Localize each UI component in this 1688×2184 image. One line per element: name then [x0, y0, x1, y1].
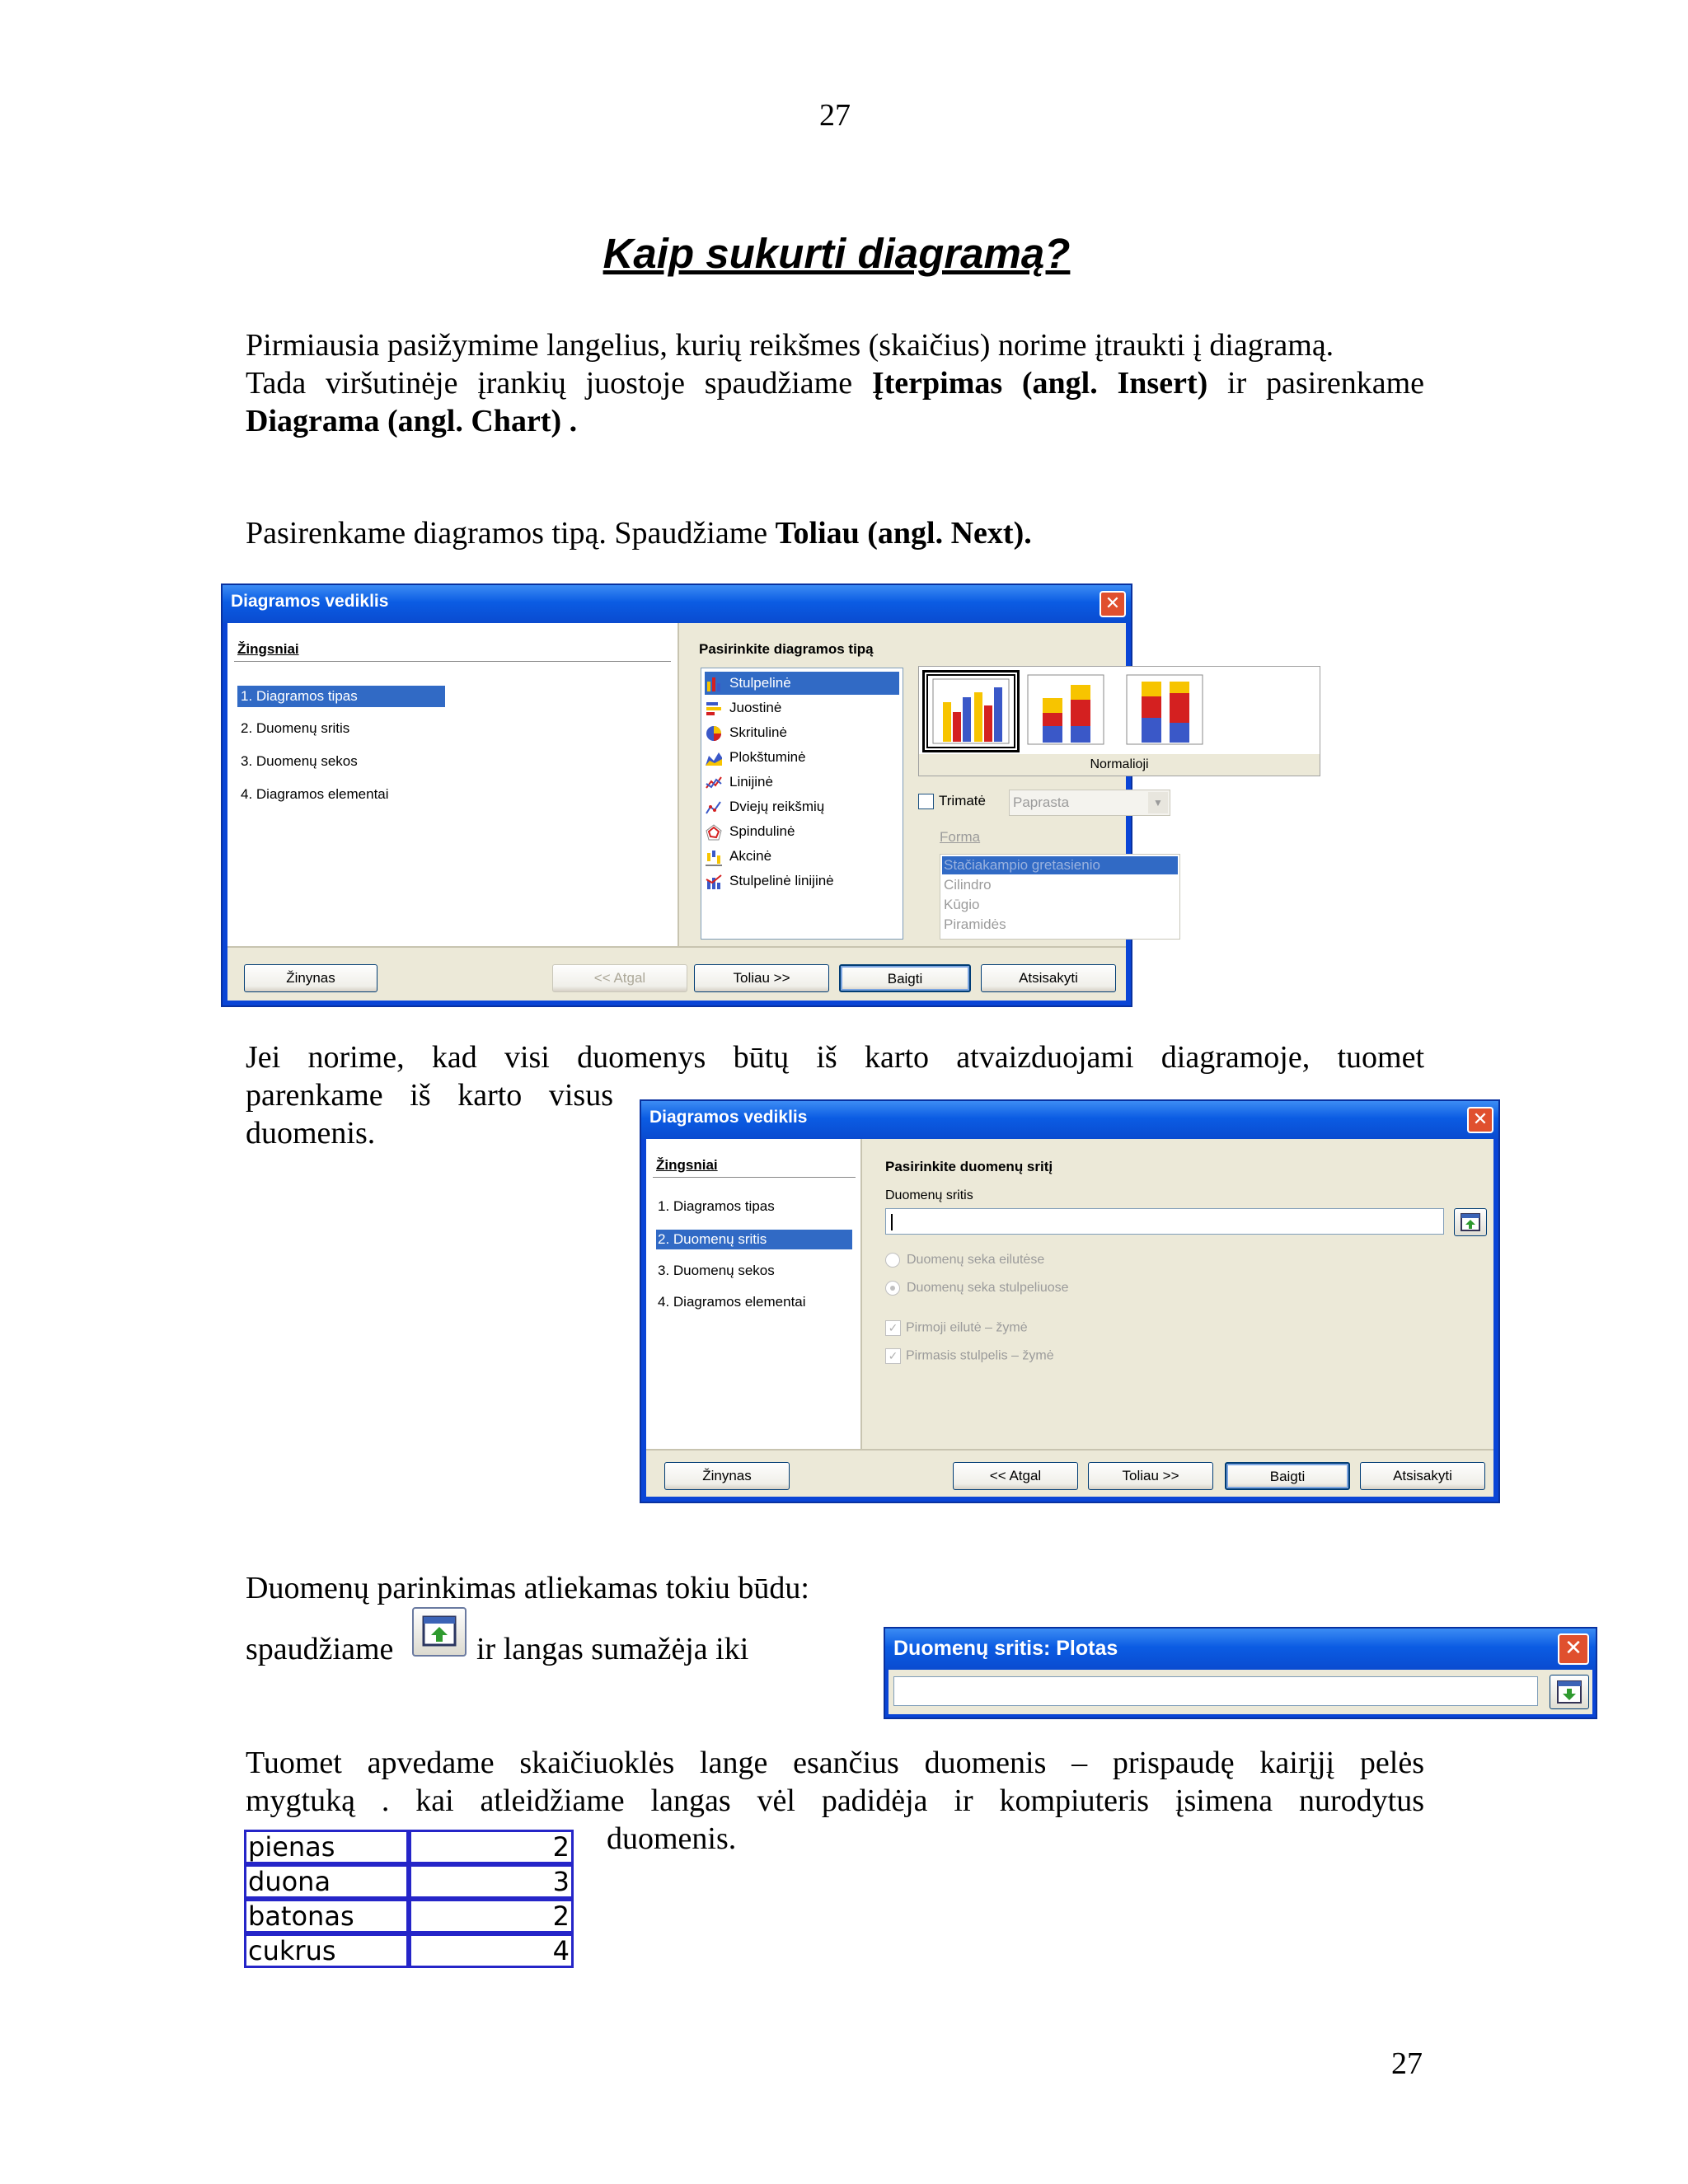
dialog-client: [646, 1139, 1493, 1497]
cell-label[interactable]: duona: [244, 1864, 409, 1899]
cancel-button[interactable]: Atsisakyti: [981, 964, 1116, 992]
step-1[interactable]: 1. Diagramos tipas: [237, 686, 445, 707]
variant-percent-icon: [1125, 673, 1204, 748]
close-icon[interactable]: ✕: [1100, 591, 1126, 617]
radio-series-rows[interactable]: [885, 1253, 1044, 1268]
cell-label[interactable]: batonas: [244, 1899, 409, 1933]
list-item-label: Juostinė: [729, 700, 782, 715]
cell-label[interactable]: pienas: [244, 1830, 409, 1864]
cell-value[interactable]: 4: [409, 1933, 574, 1968]
paragraph-3-line-2: parenkame iš karto visus: [246, 1078, 613, 1113]
content-heading: Pasirinkite duomenų sritį: [885, 1159, 1053, 1174]
page-number-top: 27: [819, 98, 851, 133]
button-bar-divider: [646, 1449, 1493, 1451]
step-2[interactable]: 2. Duomenų sritis: [656, 1230, 852, 1249]
close-icon[interactable]: ✕: [1558, 1633, 1589, 1665]
paragraph-3-line-1: Jei norime, kad visi duomenys būtų iš karto atvaizduojami diagramoje, tuomet: [246, 1040, 1424, 1075]
step-4[interactable]: 4. Diagramos elementai: [241, 786, 389, 802]
expand-button[interactable]: [1550, 1675, 1589, 1709]
checkbox-box: [918, 794, 934, 809]
variant-normal[interactable]: [922, 670, 1020, 752]
list-item-label: Linijinė: [729, 774, 773, 790]
shape-item-pyramid[interactable]: Piramidės: [944, 916, 1006, 932]
dialog-title: Diagramos vediklis: [231, 592, 389, 611]
steps-panel: [227, 623, 678, 946]
column-chart-icon: [705, 675, 723, 693]
stock-chart-icon: [705, 848, 723, 866]
next-button[interactable]: Toliau >>: [694, 964, 829, 992]
cell-value[interactable]: 2: [409, 1899, 574, 1933]
area-chart-icon: [705, 749, 723, 767]
chart-type-line[interactable]: [705, 771, 773, 794]
list-item-label: Akcinė: [729, 848, 772, 864]
radio-label: Duomenų seka eilutėse: [907, 1253, 1045, 1268]
cancel-button[interactable]: Atsisakyti: [1360, 1462, 1485, 1490]
check-first-row[interactable]: [885, 1320, 1028, 1336]
chart-wizard-dialog-type: [221, 583, 1163, 1007]
shrink-button[interactable]: [1454, 1208, 1487, 1236]
xy-chart-icon: [705, 799, 723, 817]
checkmark-icon: ✓: [885, 1348, 901, 1364]
radio-button: [885, 1253, 900, 1268]
paragraph-2: [246, 514, 1032, 552]
paragraph-1-line-1: Pirmiausia pasižymime langelius, kurių reikšmes (skaičius) norime įtraukti į diagramą.: [246, 328, 1334, 363]
variant-percent[interactable]: [1125, 673, 1204, 748]
title-bar: [641, 1101, 1498, 1139]
data-range-input[interactable]: [885, 1208, 1444, 1235]
page-number-bottom: 27: [1391, 2046, 1423, 2081]
variant-label: Normalioji: [919, 754, 1320, 776]
range-label: Duomenų sritis: [885, 1188, 973, 1202]
line-chart-icon: [705, 774, 723, 792]
chart-type-pie[interactable]: [705, 721, 787, 744]
dialog-title: Duomenų sritis: Plotas: [893, 1637, 1118, 1660]
checkbox-label: Pirmoji eilutė – žymė: [906, 1320, 1028, 1335]
pie-chart-icon: [705, 724, 723, 743]
list-item-label: Stulpelinė: [729, 675, 791, 691]
chart-type-column[interactable]: [705, 672, 899, 695]
help-button[interactable]: Žinynas: [244, 964, 377, 992]
variant-stacked[interactable]: [1026, 673, 1105, 748]
shape-item-cylinder[interactable]: Cilindro: [944, 877, 992, 893]
steps-panel: [646, 1139, 860, 1449]
step-3[interactable]: 3. Duomenų sekos: [658, 1263, 775, 1278]
radio-button-selected: [885, 1281, 900, 1296]
bold-span: Įterpimas (angl. Insert): [871, 366, 1208, 401]
paragraph-5-line-2: mygtuką . kai atleidžiame langas vėl padidėja ir kompiuteris įsimena nurodytus: [246, 1783, 1424, 1818]
checkbox-label: Pirmasis stulpelis – žymė: [906, 1348, 1054, 1363]
shrink-icon: [1455, 1209, 1486, 1235]
panel-separator: [860, 1139, 862, 1449]
data-range-shrunk-dialog: [884, 1627, 1597, 1719]
paragraph-3-line-3: duomenis.: [246, 1116, 376, 1151]
three-d-checkbox[interactable]: [918, 793, 986, 809]
shrink-icon: [414, 1609, 465, 1655]
close-icon[interactable]: ✕: [1467, 1107, 1493, 1133]
chart-type-xy[interactable]: [705, 795, 824, 818]
paragraph-1-line-3: Diagrama (angl. Chart) .: [246, 404, 578, 438]
steps-heading: Žingsniai: [237, 641, 299, 657]
data-range-input[interactable]: [893, 1676, 1538, 1706]
shape-item-cone[interactable]: Kūgio: [944, 897, 980, 912]
three-d-select[interactable]: [1009, 790, 1170, 816]
divider: [653, 1177, 856, 1178]
chart-type-area[interactable]: [705, 746, 806, 769]
next-button[interactable]: Toliau >>: [1088, 1462, 1213, 1490]
radar-chart-icon: [705, 823, 723, 841]
column-line-chart-icon: [705, 873, 723, 891]
paragraph-1-line-2: [246, 364, 1424, 402]
spreadsheet-selection: [244, 1830, 579, 1971]
dialog-client: [227, 623, 1163, 1001]
text-span: Pasirenkame diagramos tipą. Spaudžiame: [246, 516, 768, 551]
paragraph-1: [246, 326, 1424, 440]
paragraph-4-line-2a: spaudžiame: [246, 1632, 394, 1666]
shape-item-box[interactable]: Stačiakampio gretasienio: [942, 856, 1178, 874]
cell-label[interactable]: cukrus: [244, 1933, 409, 1968]
list-item-label: Spindulinė: [729, 823, 795, 839]
bold-span: Toliau (angl. Next).: [775, 516, 1032, 551]
steps-heading: Žingsniai: [656, 1157, 718, 1173]
dialog-title: Diagramos vediklis: [649, 1108, 808, 1127]
dialog-client: [889, 1670, 1592, 1714]
list-item-label: Dviejų reikšmių: [729, 799, 825, 814]
variant-normal-icon: [925, 673, 1017, 750]
chart-type-bar[interactable]: [705, 696, 781, 719]
page-title: Kaip sukurti diagramą?: [603, 230, 1071, 277]
chart-type-list[interactable]: [701, 668, 903, 940]
shrink-button-inline[interactable]: [412, 1607, 467, 1657]
shape-label: Forma: [940, 829, 981, 845]
radio-series-columns[interactable]: [885, 1281, 1069, 1296]
panel-separator: [678, 623, 679, 946]
back-button[interactable]: << Atgal: [552, 964, 687, 992]
chart-wizard-dialog-range: [640, 1099, 1500, 1503]
list-item-label: Plokštuminė: [729, 749, 806, 765]
back-button[interactable]: << Atgal: [953, 1462, 1078, 1490]
chart-type-column-line[interactable]: [705, 869, 834, 893]
chart-type-stock[interactable]: [705, 845, 771, 868]
step-3[interactable]: 3. Duomenų sekos: [241, 753, 358, 769]
text-span: Tada viršutinėje įrankių juostoje spaudžiame: [246, 366, 853, 401]
step-4[interactable]: 4. Diagramos elementai: [658, 1294, 806, 1310]
checkmark-icon: ✓: [885, 1320, 901, 1336]
finish-button[interactable]: Baigti: [839, 964, 971, 992]
paragraph-4-line-2b: ir langas sumažėja iki: [476, 1632, 749, 1666]
paragraph-5-line-3: duomenis.: [607, 1821, 737, 1856]
shape-list[interactable]: [940, 854, 1180, 940]
chart-variants-box: [918, 666, 1320, 776]
paragraph-4-line-1: Duomenų parinkimas atliekamas tokiu būdu:: [246, 1571, 809, 1605]
check-first-column[interactable]: [885, 1348, 1054, 1364]
finish-button[interactable]: Baigti: [1225, 1462, 1350, 1490]
text-span: ir pasirenkame: [1227, 366, 1425, 401]
step-2[interactable]: 2. Duomenų sritis: [241, 720, 350, 736]
divider: [234, 661, 671, 662]
variant-stacked-icon: [1026, 673, 1105, 748]
title-bar: [223, 585, 1131, 623]
cell-value[interactable]: 2: [409, 1830, 574, 1864]
select-value: Paprasta: [1013, 794, 1070, 810]
radio-label: Duomenų seka stulpeliuose: [907, 1281, 1069, 1296]
chevron-down-icon: ▼: [1148, 792, 1168, 813]
chart-type-radar[interactable]: [705, 820, 795, 843]
button-bar-divider: [227, 946, 1126, 948]
help-button[interactable]: Žinynas: [664, 1462, 790, 1490]
paragraph-5-line-1: Tuomet apvedame skaičiuoklės lange esančius duomenis – prispaudę kairįjį pelės: [246, 1746, 1424, 1780]
list-item-label: Stulpelinė linijinė: [729, 873, 834, 888]
content-heading: Pasirinkite diagramos tipą: [699, 641, 874, 657]
cell-value[interactable]: 3: [409, 1864, 574, 1899]
checkbox-label: Trimatė: [939, 793, 986, 808]
expand-icon: [1550, 1675, 1588, 1708]
title-bar: [885, 1629, 1596, 1670]
bar-chart-icon: [705, 700, 723, 718]
list-item-label: Skritulinė: [729, 724, 787, 740]
text-cursor: [891, 1214, 893, 1230]
step-1[interactable]: 1. Diagramos tipas: [658, 1198, 775, 1214]
